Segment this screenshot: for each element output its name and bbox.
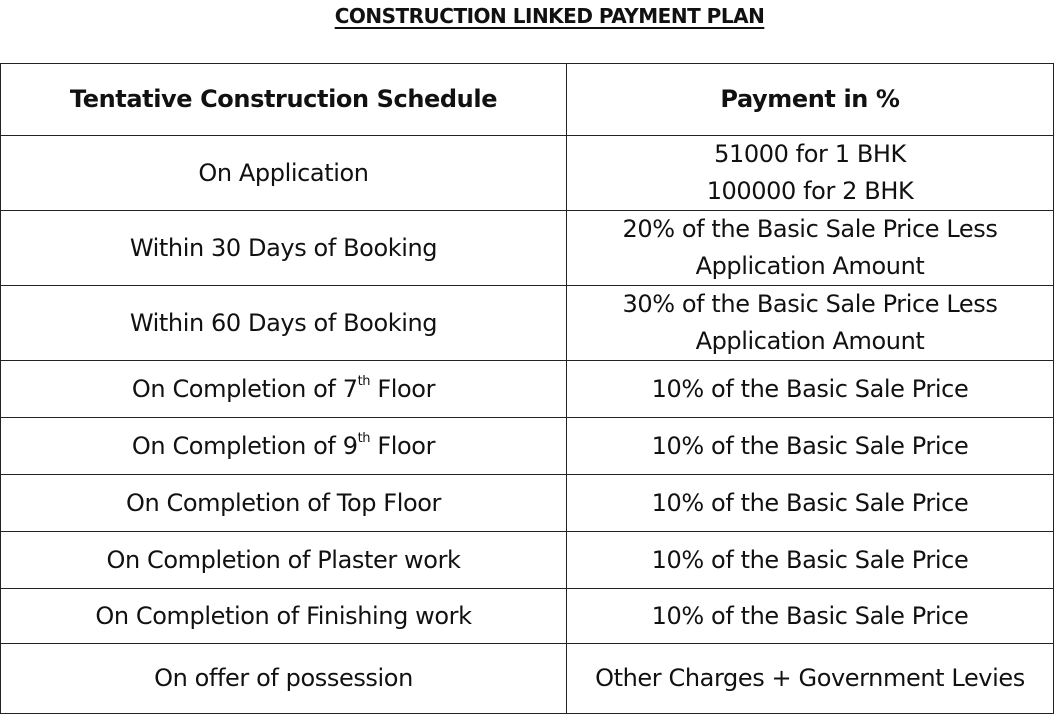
payment-cell: 10% of the Basic Sale Price [567, 361, 1054, 418]
schedule-cell: On Application [1, 136, 567, 211]
payment-cell [567, 136, 1054, 211]
schedule-cell: Within 30 Days of Booking [1, 211, 567, 286]
payment-line: 30% of the Basic Sale Price Less [622, 290, 998, 318]
schedule-cell [1, 361, 567, 418]
header-schedule: Tentative Construction Schedule [1, 64, 567, 136]
table-row [1, 418, 1054, 475]
payment-line: 51000 for 1 BHK [714, 140, 906, 168]
payment-line: Application Amount [695, 327, 925, 355]
schedule-cell: On Completion of Top Floor [1, 475, 567, 532]
table-row [1, 644, 1054, 714]
table-row [1, 211, 1054, 286]
ordinal-suffix: th [357, 430, 371, 446]
table-row [1, 136, 1054, 211]
payment-line: 20% of the Basic Sale Price Less [622, 215, 998, 243]
payment-cell: 10% of the Basic Sale Price [567, 589, 1054, 644]
payment-plan-table [0, 63, 1054, 714]
schedule-cell: On Completion of Finishing work [1, 589, 567, 644]
payment-cell [567, 286, 1054, 361]
schedule-text: Floor [370, 431, 436, 460]
table-row [1, 361, 1054, 418]
schedule-cell: Within 60 Days of Booking [1, 286, 567, 361]
schedule-text: On Completion of 9 [131, 431, 358, 460]
payment-cell: 10% of the Basic Sale Price [567, 475, 1054, 532]
page-title: CONSTRUCTION LINKED PAYMENT PLAN [334, 4, 765, 28]
table-row [1, 589, 1054, 644]
table-row [1, 532, 1054, 589]
schedule-text: Floor [370, 374, 436, 403]
schedule-text: On Completion of 7 [131, 374, 358, 403]
table-row [1, 286, 1054, 361]
header-payment: Payment in % [567, 64, 1054, 136]
table-header-row [1, 64, 1054, 136]
ordinal-suffix: th [357, 373, 371, 389]
schedule-cell: On Completion of Plaster work [1, 532, 567, 589]
payment-cell: Other Charges + Government Levies [567, 644, 1054, 714]
payment-line: Application Amount [695, 252, 925, 280]
payment-cell: 10% of the Basic Sale Price [567, 418, 1054, 475]
payment-cell: 10% of the Basic Sale Price [567, 532, 1054, 589]
payment-line: 100000 for 2 BHK [706, 177, 914, 205]
schedule-cell: On offer of possession [1, 644, 567, 714]
payment-cell [567, 211, 1054, 286]
table-row [1, 475, 1054, 532]
schedule-cell [1, 418, 567, 475]
